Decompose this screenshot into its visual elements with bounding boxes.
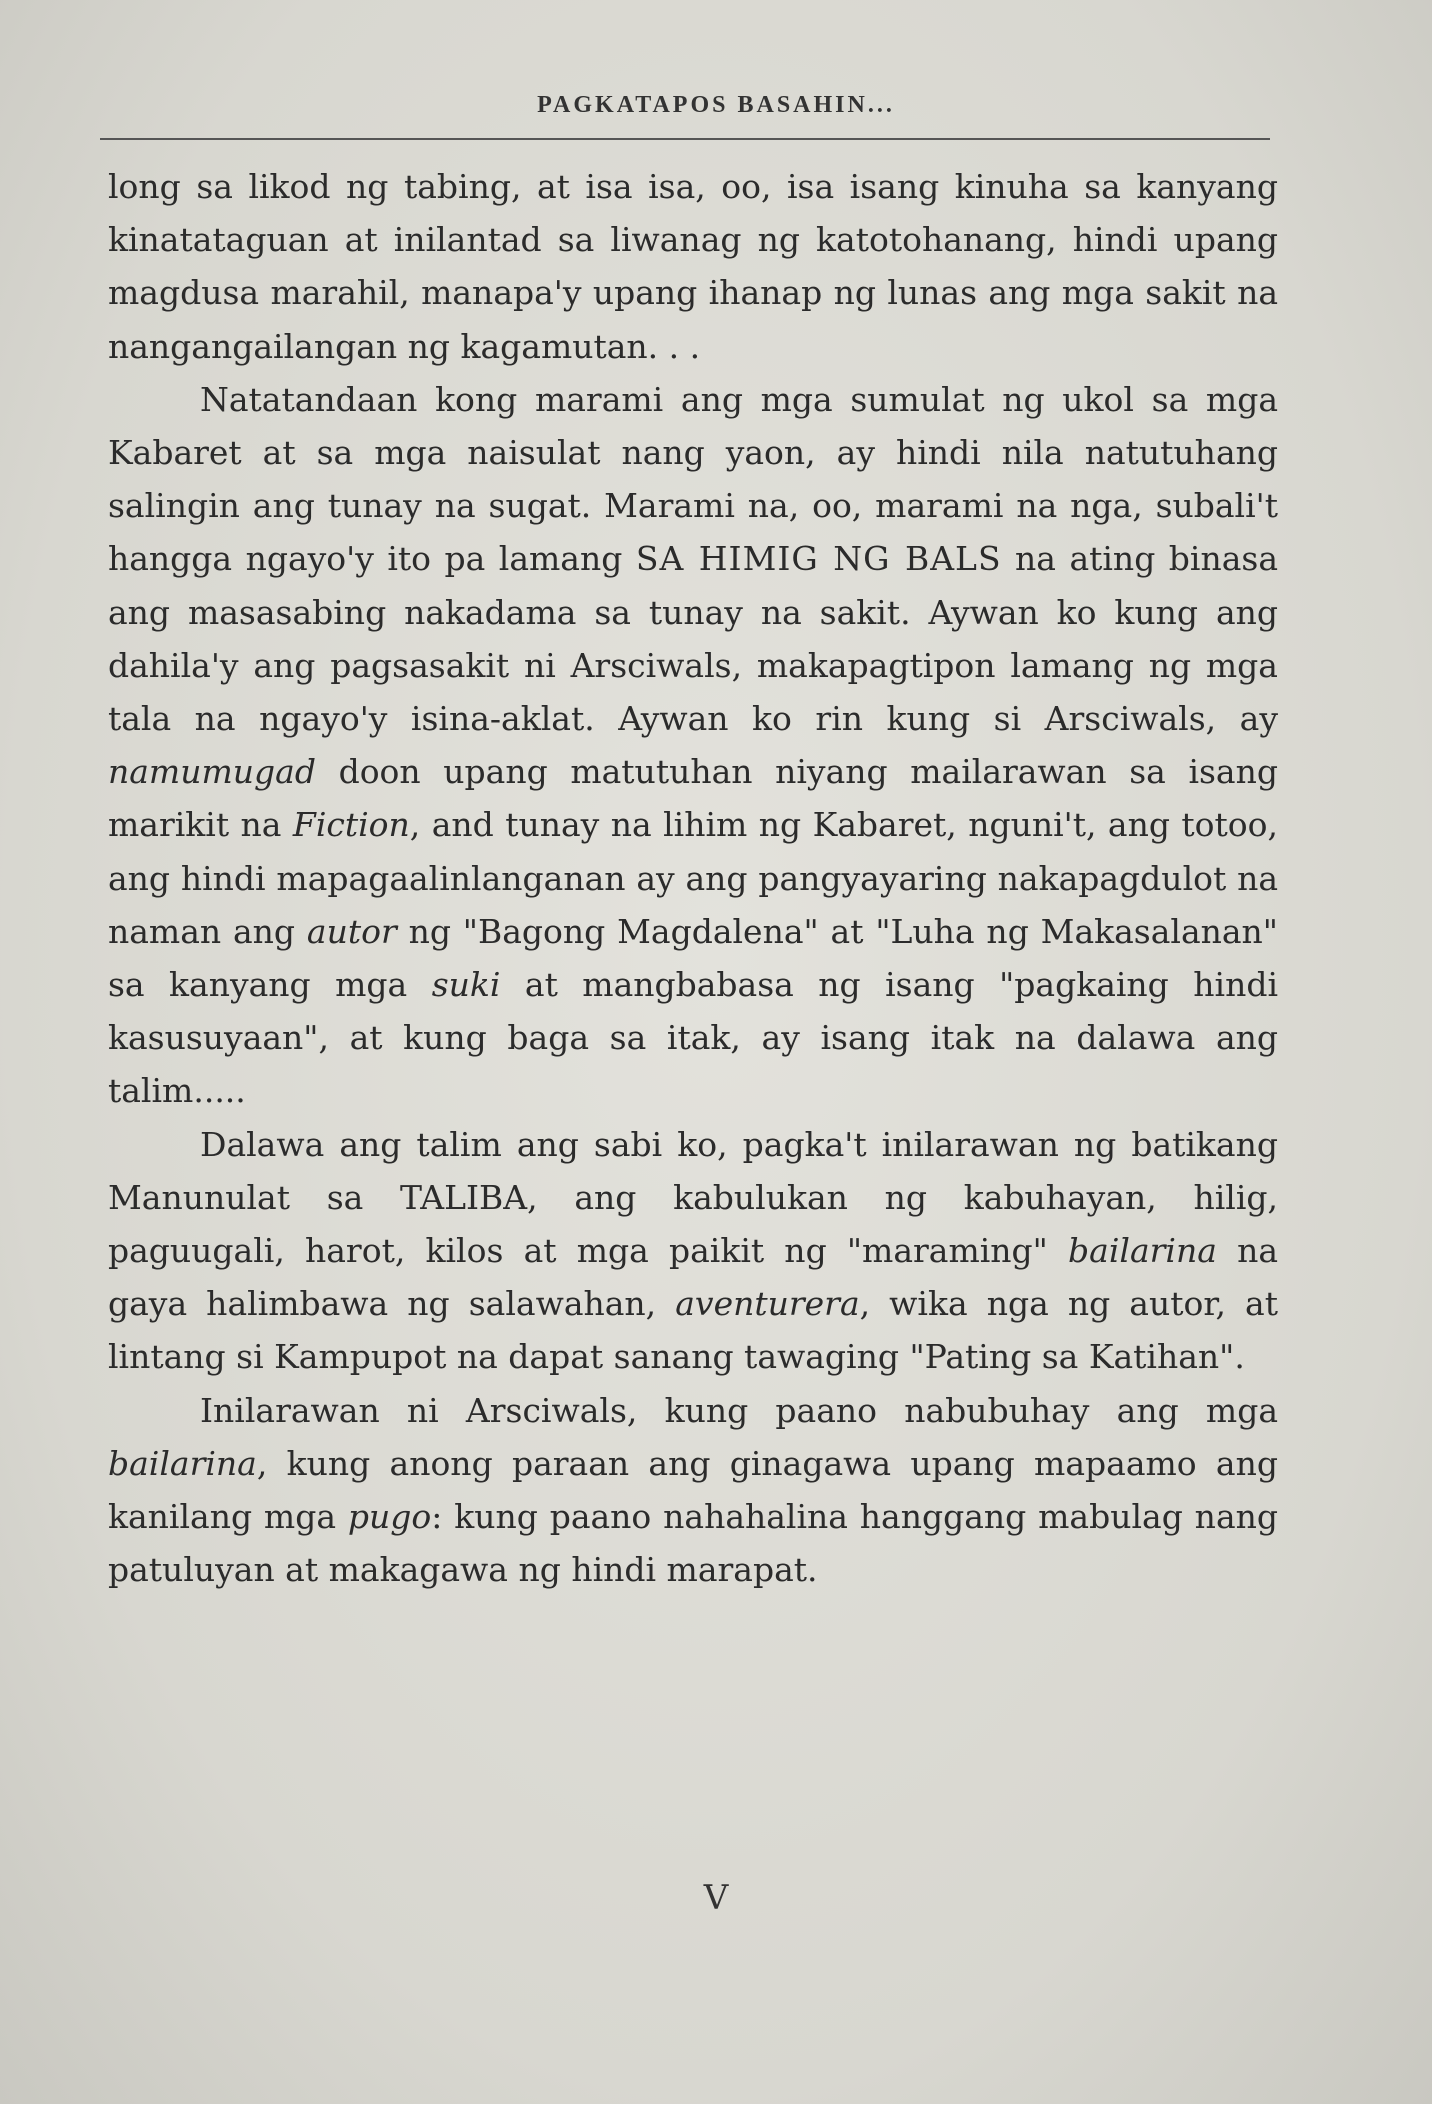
- text-run: at mangbabasa ng isang "pagkaing hindi kasusuyaan", at kung baga sa itak, ay isang itak na dalawa ang talim.....: [108, 965, 1278, 1111]
- text-run: doon upang matutuhan niyang mailarawan sa isang marikit na: [108, 752, 1278, 845]
- page-number: V: [703, 1878, 729, 1918]
- italic-word: bailarina: [108, 1443, 257, 1483]
- running-head: PAGKATAPOS BASAHIN...: [537, 92, 895, 118]
- text-run: Inilarawan ni Arsciwals, kung paano nabubuhay ang mga: [200, 1390, 1278, 1430]
- text-run: Dalawa ang talim ang sabi ko, pagka't inilarawan ng batikang Manunulat sa TALIBA, ang kabulukan ng kabuhayan, hilig, paguugali, harot, kilos at mga paikit ng "maraming": [108, 1124, 1278, 1271]
- paragraph-1: long sa likod ng tabing, at isa isa, oo, isa isang kinuha sa kanyang kinatataguan at inilantad sa liwanag ng katotohanang, hindi upang magdusa marahil, manapa'y upang ihanap ng lunas ang mga sakit na nangangailangan ng kagamutan. . .: [108, 167, 1278, 366]
- body-text: [108, 160, 1278, 1596]
- italic-word: bailarina: [1068, 1231, 1217, 1271]
- italic-word: namumugad: [108, 752, 316, 792]
- text-run: Natatandaan kong marami ang mga sumulat ng ukol sa mga Kabaret at sa mga naisulat nang yaon, ay hindi nila natutuhang salingin ang tunay na sugat. Marami na, oo, marami na nga, subali't hangga ngayo'y ito pa lamang: [108, 379, 1278, 579]
- italic-word: Fiction: [292, 805, 410, 845]
- book-title: SA HIMIG NG BALS: [635, 539, 1002, 579]
- text-run: , wika nga ng autor, at lintang si Kampupot na dapat sanang tawaging "Pating sa Katihan".: [108, 1284, 1278, 1377]
- paragraph-2: [108, 373, 1278, 1118]
- text-run: , and tunay na lihim ng Kabaret, nguni't, ang totoo, ang hindi mapagaalinlanganan ay ang pangyayaring nakapagdulot na naman ang: [108, 805, 1278, 951]
- text-run: na gaya halimbawa ng salawahan,: [108, 1231, 1278, 1324]
- italic-word: aventurera: [675, 1284, 860, 1324]
- text-run: ng "Bagong Magdalena" at "Luha ng Makasalanan" sa kanyang mga: [108, 911, 1278, 1005]
- text-run: , kung anong paraan ang ginagawa upang mapaamo ang kanilang mga: [108, 1443, 1278, 1537]
- paragraph-4: [108, 1384, 1278, 1597]
- text-run: na ating binasa ang masasabing nakadama sa tunay na sakit. Aywan ko kung ang dahila'y ang pagsasakit ni Arsciwals, makapagtipon lamang ng mga tala na ngayo'y isina-aklat. Aywan ko rin kung si Arsciwals, ay: [108, 539, 1279, 739]
- italic-word: suki: [431, 965, 501, 1005]
- header-rule: [100, 138, 1270, 140]
- paragraph-3: [108, 1118, 1278, 1384]
- italic-word: autor: [306, 911, 397, 951]
- italic-word: pugo: [347, 1497, 432, 1537]
- text-run: : kung paano nahahalina hanggang mabulag nang patuluyan at makagawa ng hindi marapat.: [108, 1497, 1278, 1590]
